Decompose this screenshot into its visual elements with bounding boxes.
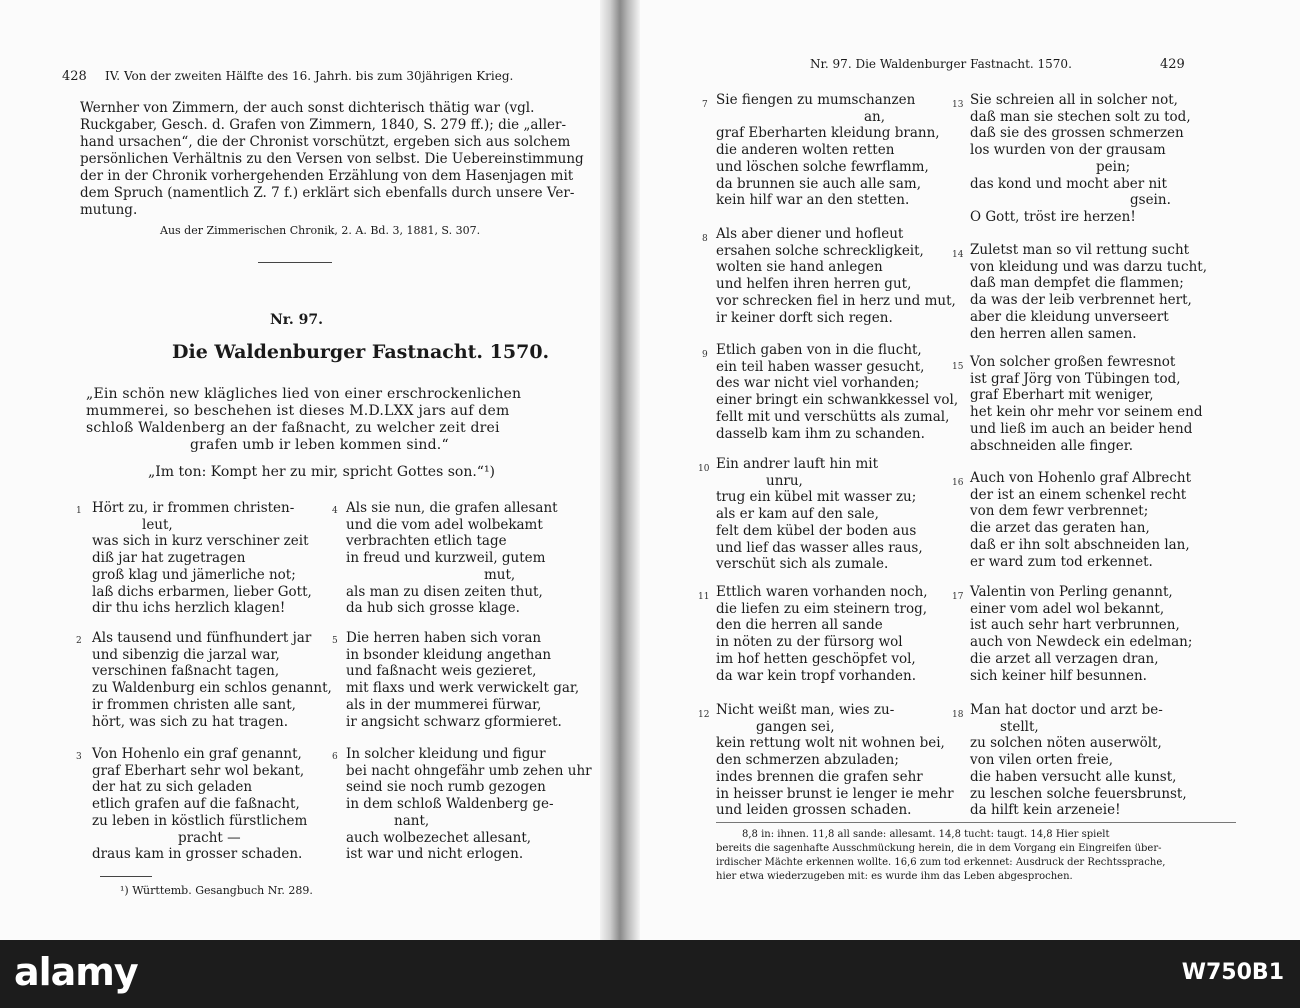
verse-line: bei nacht ohngefähr umb zehen uhr bbox=[346, 762, 592, 779]
verse-line: ist graf Jörg von Tübingen tod, bbox=[970, 370, 1181, 387]
stanza-number: 14 bbox=[952, 250, 964, 260]
verse-line: Die herren haben sich voran bbox=[346, 630, 542, 646]
book-gutter bbox=[600, 0, 640, 940]
verse-line: diß jar hat zugetragen bbox=[92, 550, 246, 567]
verse-line: und faßnacht weis gezieret, bbox=[346, 663, 537, 680]
stanza bbox=[346, 746, 592, 863]
section-divider bbox=[258, 262, 332, 263]
verse-line: da brunnen sie auch alle sam, bbox=[716, 175, 921, 192]
footnote: ¹) Württemb. Gesangbuch Nr. 289. bbox=[120, 884, 313, 897]
stanza bbox=[970, 354, 1203, 454]
verse-line: groß klag und jämerliche not; bbox=[92, 566, 296, 583]
verse-line: kein hilf war an den stetten. bbox=[716, 192, 910, 209]
verse-line: stellt, bbox=[1000, 718, 1039, 735]
verse-line: als in der mummerei fürwar, bbox=[346, 696, 542, 713]
verse-line: einer vom adel wol bekannt, bbox=[970, 600, 1165, 617]
verse-line: in nöten zu der fürsorg wol bbox=[716, 634, 903, 651]
verse-line: seind sie noch rumb gezogen bbox=[346, 779, 546, 796]
verse-line: da hilft kein arzeneie! bbox=[970, 802, 1121, 819]
verse-line: im hof hetten geschöpfet vol, bbox=[716, 650, 916, 667]
verse-line: wolten sie hand anlegen bbox=[716, 259, 883, 276]
verse-line: pracht — bbox=[178, 829, 241, 846]
verse-line: als man zu disen zeiten thut, bbox=[346, 583, 543, 600]
stanza bbox=[92, 630, 332, 730]
verse-line: het kein ohr mehr vor seinem end bbox=[970, 404, 1203, 421]
stanza-number: 3 bbox=[76, 752, 82, 762]
notes-rule bbox=[716, 822, 1236, 823]
verse-line: ir angsicht schwarz gformieret. bbox=[346, 713, 562, 730]
verse-line: und die vom adel wolbekamt bbox=[346, 516, 543, 533]
verse-line: Als sie nun, die grafen allesant bbox=[346, 500, 558, 516]
verse-line: Ein andrer lauft hin mit bbox=[716, 456, 879, 472]
verse-line: an, bbox=[864, 108, 886, 125]
intro-line: Ruckgaber, Gesch. d. Grafen von Zimmern, 1840, S. 279 ff.); die „aller- bbox=[80, 117, 567, 133]
verse-line: die liefen zu eim steinern trog, bbox=[716, 600, 928, 617]
verse-line: auch von Newdeck ein edelman; bbox=[970, 634, 1193, 651]
verse-line: von vilen orten freie, bbox=[970, 752, 1113, 769]
verse-line: in freud und kurzweil, gutem bbox=[346, 550, 546, 567]
alamy-logo: alamy bbox=[14, 950, 138, 994]
verse-line: daß er ihn solt abschneiden lan, bbox=[970, 536, 1190, 553]
verse-line: draus kam in grosser schaden. bbox=[92, 846, 303, 863]
stanza bbox=[346, 500, 558, 617]
verse-line: und helfen ihren herren gut, bbox=[716, 276, 912, 293]
right-page-number: 429 bbox=[1160, 57, 1185, 72]
verse-line: zu Waldenburg ein schlos genannt, bbox=[92, 680, 332, 697]
intro-line: hand ursachen“, die der Chronist vorschützt, ergeben sich aus solchem bbox=[80, 134, 571, 150]
verse-line: Ettlich waren vorhanden noch, bbox=[716, 584, 928, 600]
verse-line: Als aber diener und hofleut bbox=[716, 226, 904, 242]
watermark-bar bbox=[0, 940, 1300, 1008]
verse-line: in dem schloß Waldenberg ge- bbox=[346, 796, 554, 813]
stanza bbox=[970, 702, 1187, 819]
verse-line: von dem fewr verbrennet; bbox=[970, 503, 1149, 520]
melody-line: „Im ton: Kompt her zu mir, spricht Gottes son.“¹) bbox=[148, 464, 496, 480]
verse-line: und leiden grossen schaden. bbox=[716, 802, 912, 819]
verse-line: dir thu ichs herzlich klagen! bbox=[92, 600, 286, 617]
verse-line: verschüt sich als zumale. bbox=[716, 556, 889, 573]
stanza-number: 12 bbox=[698, 710, 710, 720]
verse-line: Sie fiengen zu mumschanzen bbox=[716, 92, 916, 108]
verse-line: vor schrecken fiel in herz und mut, bbox=[716, 292, 956, 309]
verse-line: graf Eberharten kleidung brann, bbox=[716, 125, 940, 142]
stanza bbox=[716, 92, 940, 209]
verse-line: verschinen faßnacht tagen, bbox=[92, 663, 280, 680]
subtitle-line: mummerei, so beschehen ist dieses M.D.LXX jars auf dem bbox=[86, 403, 510, 419]
stanza-number: 15 bbox=[952, 362, 964, 372]
verse-line: Als tausend und fünfhundert jar bbox=[92, 630, 312, 646]
stanza-number: 2 bbox=[76, 636, 82, 646]
stanza bbox=[970, 242, 1207, 342]
poem-number-heading: Nr. 97. bbox=[270, 312, 323, 328]
verse-line: zu solchen nöten auserwölt, bbox=[970, 735, 1162, 752]
verse-line: abschneiden alle finger. bbox=[970, 437, 1134, 454]
verse-line: ist auch sehr hart verbrunnen, bbox=[970, 617, 1180, 634]
verse-line: ersahen solche schreckligkeit, bbox=[716, 242, 924, 259]
verse-line: da hub sich grosse klage. bbox=[346, 600, 520, 617]
verse-line: Nicht weißt man, wies zu- bbox=[716, 702, 895, 718]
verse-line: das kond und mocht aber nit bbox=[970, 175, 1167, 192]
stanza-number: 8 bbox=[702, 234, 708, 244]
stanza bbox=[716, 226, 956, 326]
verse-line: leut, bbox=[142, 516, 173, 533]
verse-line: felt dem kübel der boden aus bbox=[716, 522, 917, 539]
verse-line: in bsonder kleidung angethan bbox=[346, 646, 552, 663]
stanza-number: 4 bbox=[332, 506, 338, 516]
verse-line: daß man dempfet die flammen; bbox=[970, 275, 1184, 292]
verse-line: unru, bbox=[766, 472, 803, 489]
stanza-number: 18 bbox=[952, 710, 964, 720]
verse-line: des war nicht viel vorhanden; bbox=[716, 375, 920, 392]
verse-line: gangen sei, bbox=[756, 718, 835, 735]
verse-line: die arzet all verzagen dran, bbox=[970, 650, 1159, 667]
verse-line: er ward zum tod erkennet. bbox=[970, 553, 1153, 570]
stanza-number: 16 bbox=[952, 478, 964, 488]
verse-line: Zuletst man so vil rettung sucht bbox=[970, 242, 1190, 258]
verse-line: Hört zu, ir frommen christen- bbox=[92, 500, 295, 516]
stanza bbox=[346, 630, 579, 730]
verse-line: pein; bbox=[1096, 158, 1131, 175]
verse-line: etlich grafen auf die faßnacht, bbox=[92, 796, 300, 813]
verse-line: Von Hohenlo ein graf genannt, bbox=[92, 746, 302, 762]
verse-line: zu leben in köstlich fürstlichem bbox=[92, 812, 308, 829]
stanza-number: 5 bbox=[332, 636, 338, 646]
verse-line: In solcher kleidung und figur bbox=[346, 746, 546, 762]
left-page-number: 428 bbox=[62, 69, 87, 84]
verse-line: Man hat doctor und arzt be- bbox=[970, 702, 1163, 718]
intro-line: der in der Chronik vorhergehenden Erzählung von dem Hasenjagen mit bbox=[80, 168, 574, 184]
verse-line: fellt mit und verschütts als zumal, bbox=[716, 408, 950, 425]
verse-line: da was der leib verbrennet hert, bbox=[970, 292, 1192, 309]
verse-line: trug ein kübel mit wasser zu; bbox=[716, 489, 917, 506]
verse-line: dasselb kam ihm zu schanden. bbox=[716, 425, 925, 442]
right-running-head: Nr. 97. Die Waldenburger Fastnacht. 1570. bbox=[810, 57, 1072, 71]
verse-line: ist war und nicht erlogen. bbox=[346, 846, 524, 863]
verse-line: ein teil haben wasser gesucht, bbox=[716, 358, 925, 375]
verse-line: die haben versucht alle kunst, bbox=[970, 768, 1177, 785]
stanza bbox=[716, 584, 928, 684]
verse-line: laß dichs erbarmen, lieber Gott, bbox=[92, 583, 312, 600]
note-line: irdischer Mächte erkennen wollte. 16,6 zum tod erkennet: Ausdruck der Rechtssprache, bbox=[716, 857, 1166, 868]
verse-line: Auch von Hohenlo graf Albrecht bbox=[970, 470, 1192, 486]
stanza-number: 10 bbox=[698, 464, 710, 474]
verse-line: daß man sie stechen solt zu tod, bbox=[970, 108, 1191, 125]
verse-line: graf Eberhart sehr wol bekant, bbox=[92, 762, 305, 779]
verse-line: Sie schreien all in solcher not, bbox=[970, 92, 1178, 108]
left-page bbox=[0, 0, 600, 940]
stanza-number: 11 bbox=[698, 592, 710, 602]
note-line: 8,8 in: ihnen. 11,8 all sande: allesamt. 14,8 tucht: taugt. 14,8 Hier spielt bbox=[742, 829, 1110, 840]
subtitle-line: schloß Waldenberg an der faßnacht, zu welcher zeit drei bbox=[86, 420, 500, 436]
intro-line: Wernher von Zimmern, der auch sonst dichterisch thätig war (vgl. bbox=[80, 100, 535, 116]
verse-line: den herren allen samen. bbox=[970, 325, 1137, 342]
verse-line: den schmerzen abzuladen; bbox=[716, 752, 899, 769]
source-citation: Aus der Zimmerischen Chronik, 2. A. Bd. 3, 1881, S. 307. bbox=[160, 224, 481, 237]
stanza-number: 6 bbox=[332, 752, 338, 762]
verse-line: kein rettung wolt nit wohnen bei, bbox=[716, 735, 945, 752]
verse-line: was sich in kurz verschiner zeit bbox=[92, 533, 309, 550]
verse-line: aber die kleidung unverseert bbox=[970, 308, 1169, 325]
note-line: bereits die sagenhafte Ausschmückung herein, die in dem Vorgang ein Eingreifen über- bbox=[716, 843, 1162, 854]
stanza bbox=[970, 92, 1191, 226]
verse-line: sich keiner hilf besunnen. bbox=[970, 667, 1147, 684]
verse-line: gsein. bbox=[1130, 192, 1171, 209]
verse-line: hört, was sich zu hat tragen. bbox=[92, 713, 289, 730]
stanza bbox=[716, 342, 958, 442]
verse-line: der hat zu sich geladen bbox=[92, 779, 253, 796]
footnote-rule bbox=[100, 876, 152, 877]
verse-line: und lief das wasser alles raus, bbox=[716, 539, 923, 556]
stanza-number: 17 bbox=[952, 592, 964, 602]
verse-line: los wurden von der grausam bbox=[970, 142, 1166, 159]
poem-title: Die Waldenburger Fastnacht. 1570. bbox=[172, 341, 550, 363]
intro-line: persönlichen Verhältnis zu den Versen von selbst. Die Uebereinstimmung bbox=[80, 151, 584, 167]
stanza bbox=[92, 746, 307, 863]
verse-line: und sibenzig die jarzal war, bbox=[92, 646, 280, 663]
stanza bbox=[716, 702, 954, 819]
intro-line: dem Spruch (namentlich Z. 7 f.) erklärt sich ebenfalls durch unsere Ver- bbox=[80, 185, 575, 201]
verse-line: die arzet das geraten han, bbox=[970, 520, 1150, 537]
verse-line: der ist an einem schenkel recht bbox=[970, 486, 1187, 503]
stanza-number: 1 bbox=[76, 506, 82, 516]
intro-line: mutung. bbox=[80, 202, 138, 218]
verse-line: Etlich gaben von in die flucht, bbox=[716, 342, 922, 358]
verse-line: O Gott, tröst ire herzen! bbox=[970, 208, 1136, 225]
left-running-head: IV. Von der zweiten Hälfte des 16. Jahrh. bis zum 30jährigen Krieg. bbox=[105, 69, 514, 83]
verse-line: ir frommen christen alle sant, bbox=[92, 696, 296, 713]
right-page bbox=[640, 0, 1300, 940]
verse-line: graf Eberhart mit weniger, bbox=[970, 387, 1154, 404]
note-line: hier etwa wiederzugeben mit: es wurde ihm das Leben abgesprochen. bbox=[716, 871, 1073, 882]
verse-line: mit flaxs und werk verwickelt gar, bbox=[346, 680, 580, 697]
verse-line: als er kam auf den sale, bbox=[716, 506, 879, 523]
verse-line: verbrachten etlich tage bbox=[346, 533, 507, 550]
verse-line: mut, bbox=[484, 566, 516, 583]
image-id: W750B1 bbox=[1181, 960, 1284, 985]
subtitle-line: „Ein schön new klägliches lied von einer erschrockenlichen bbox=[86, 386, 522, 402]
verse-line: auch wolbezechet allesant, bbox=[346, 829, 532, 846]
verse-line: nant, bbox=[394, 812, 430, 829]
verse-line: da war kein tropf vorhanden. bbox=[716, 667, 917, 684]
verse-line: Von solcher großen fewresnot bbox=[970, 354, 1176, 370]
stanza bbox=[92, 500, 312, 617]
verse-line: den die herren all sande bbox=[716, 617, 883, 634]
subtitle-line: grafen umb ir leben kommen sind.“ bbox=[190, 437, 449, 453]
verse-line: einer bringt ein schwankkessel vol, bbox=[716, 392, 959, 409]
stanza bbox=[970, 470, 1191, 570]
verse-line: die anderen wolten retten bbox=[716, 142, 895, 159]
verse-line: und ließ im auch an beider hend bbox=[970, 420, 1193, 437]
verse-line: indes brennen die grafen sehr bbox=[716, 768, 923, 785]
stanza bbox=[716, 456, 923, 573]
verse-line: zu leschen solche feuersbrunst, bbox=[970, 785, 1187, 802]
verse-line: von kleidung und was darzu tucht, bbox=[970, 258, 1207, 275]
verse-line: und löschen solche fewrflamm, bbox=[716, 158, 929, 175]
stanza-number: 7 bbox=[702, 100, 708, 110]
verse-line: daß sie des grossen schmerzen bbox=[970, 125, 1184, 142]
stanza-number: 9 bbox=[702, 350, 708, 360]
verse-line: in heisser brunst ie lenger ie mehr bbox=[716, 785, 954, 802]
verse-line: Valentin von Perling genannt, bbox=[970, 584, 1173, 600]
verse-line: ir keiner dorft sich regen. bbox=[716, 309, 893, 326]
stanza bbox=[970, 584, 1192, 684]
stanza-number: 13 bbox=[952, 100, 964, 110]
